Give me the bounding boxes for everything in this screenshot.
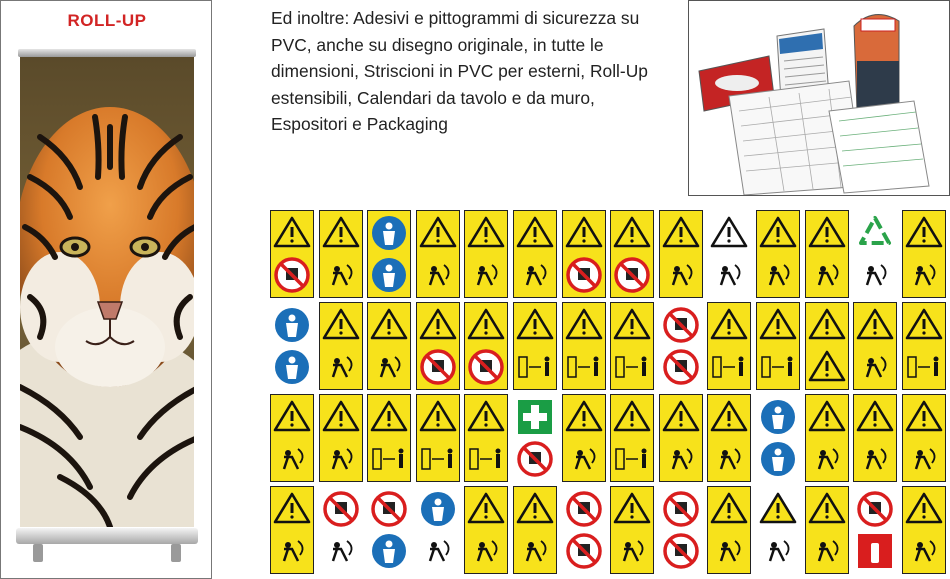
warning-icon [903,211,945,297]
warning-icon [611,487,653,573]
warning-icon [611,211,653,297]
safety-sign [659,486,703,574]
safety-signs-grid [270,210,950,579]
warning-icon [611,303,653,389]
safety-sign [513,302,557,390]
warning-icon [368,395,410,481]
safety-sign [319,210,363,298]
warning-icon [320,395,362,481]
safety-sign [805,394,849,482]
safety-sign [270,302,314,390]
safety-sign [853,486,897,574]
warning-icon [903,487,945,573]
safety-sign [416,486,460,574]
warning-icon [854,303,896,389]
safety-sign [707,210,751,298]
safety-sign [513,210,557,298]
warning-icon [563,395,605,481]
fire-warning-icon [417,303,459,389]
no-hand-icon [660,487,702,573]
mandatory-arrows-icon [271,303,313,389]
mandatory-read-icon [757,395,799,481]
safety-sign [367,394,411,482]
safety-sign [367,486,411,574]
warning-icon [465,487,507,573]
safety-sign [756,394,800,482]
warning-icon [417,395,459,481]
no-bin-icon [563,487,605,573]
safety-sign [610,394,654,482]
safety-sign [416,302,460,390]
safety-sign [367,210,411,298]
safety-sign [319,486,363,574]
warning-icon [563,211,605,297]
recycle-icon [854,211,896,297]
fire-warning-icon [757,487,799,573]
safety-sign [513,394,557,482]
safety-sign [756,486,800,574]
description-text: Ed inoltre: Adesivi e pittogrammi di sicurezza su PVC, anche su disegno originale, in tutte le dimensioni, Striscioni in PVC per esterni, Roll-Up estensibili, Calendari da tavolo e da muro, Espositori e Packaging [271,8,648,135]
safety-sign [805,486,849,574]
no-tool-icon [368,487,410,573]
rollup-title: ROLL-UP [67,11,147,30]
safety-sign [805,210,849,298]
safety-sign [707,394,751,482]
safety-sign [902,210,946,298]
safety-sign [562,210,606,298]
safety-sign [853,394,897,482]
warning-icon [514,303,556,389]
no-bell-icon [320,487,362,573]
mandatory-hook-icon [417,487,459,573]
safety-sign [659,210,703,298]
warning-icon [417,211,459,297]
rollup-foot-left [33,544,43,562]
warning-icon [563,303,605,389]
safety-sign [610,486,654,574]
safety-sign [659,394,703,482]
warning-icon [271,487,313,573]
warning-icon [806,303,848,389]
warning-icon [806,487,848,573]
mandatory-coverall-icon [368,211,410,297]
warning-icon [708,487,750,573]
warning-icon [660,211,702,297]
warning-icon [611,395,653,481]
rollup-base [16,528,198,544]
safety-sign [659,302,703,390]
calendars-photo [688,0,950,196]
warning-icon [708,303,750,389]
safety-sign [610,302,654,390]
warning-icon [271,395,313,481]
safety-sign [902,486,946,574]
safety-sign [902,394,946,482]
warning-icon [854,395,896,481]
tiger-banner-image [20,57,194,527]
warning-icon [368,303,410,389]
safety-sign [707,486,751,574]
no-spark-icon [854,487,896,573]
warning-icon [271,211,313,297]
no-hand-icon [660,303,702,389]
warning-icon [903,303,945,389]
red-warning-icon [708,211,750,297]
safety-sign [464,302,508,390]
warning-icon [806,211,848,297]
warning-icon [514,487,556,573]
safety-sign [853,210,897,298]
rollup-panel [0,0,212,579]
safety-sign [562,486,606,574]
safety-sign [562,394,606,482]
safety-sign [319,302,363,390]
safety-sign [270,486,314,574]
warning-icon [465,395,507,481]
safety-sign [319,394,363,482]
safety-sign [610,210,654,298]
warning-icon [757,211,799,297]
safety-sign [464,394,508,482]
warning-icon [465,211,507,297]
safety-sign [464,210,508,298]
warning-icon [465,303,507,389]
safety-sign [902,302,946,390]
warning-icon [320,211,362,297]
safety-sign [416,394,460,482]
tiger-illustration [20,57,194,527]
rollup-top-bar [18,49,196,57]
warning-icon [903,395,945,481]
safety-sign [562,302,606,390]
safety-sign [707,302,751,390]
warning-icon [757,303,799,389]
warning-icon [806,395,848,481]
warning-icon [660,395,702,481]
safety-sign [805,302,849,390]
rollup-foot-right [171,544,181,562]
safety-sign [270,394,314,482]
safety-sign [367,302,411,390]
first-aid-icon [514,395,556,481]
safety-sign [416,210,460,298]
warning-icon [320,303,362,389]
safety-sign [853,302,897,390]
calendars-illustration [689,1,949,195]
safety-sign [270,210,314,298]
safety-sign [756,210,800,298]
warning-icon [514,211,556,297]
warning-icon [708,395,750,481]
safety-sign [464,486,508,574]
safety-sign [756,302,800,390]
safety-sign [513,486,557,574]
